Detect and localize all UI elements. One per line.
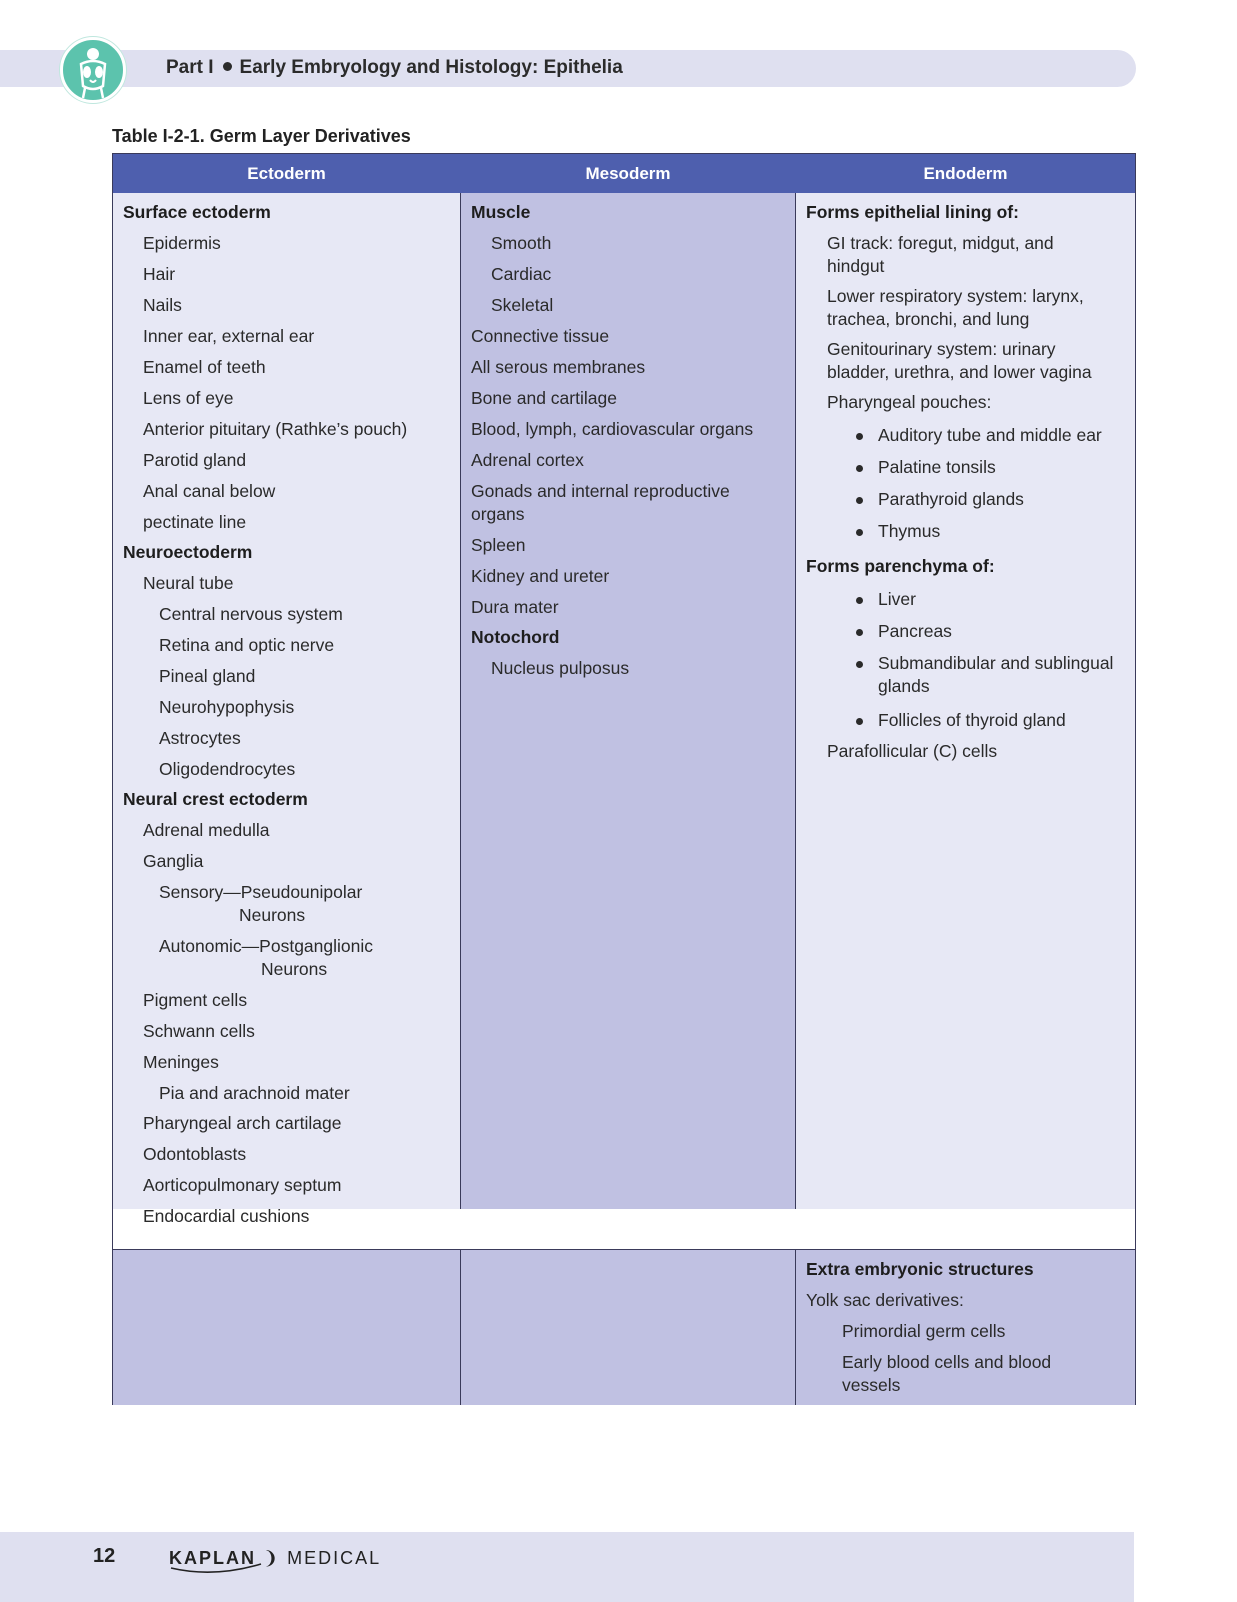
list-item: Parafollicular (C) cells [827,741,998,761]
list-item: Oligodendrocytes [159,759,296,779]
list-item: Lower respiratory system: larynx, trachea, bronchi, and lung [827,285,1127,331]
list-item: Pineal gland [159,666,256,686]
table-caption: Table I-2-1. Germ Layer Derivatives [112,126,411,146]
list-item: Autonomic—Postganglionic Neurons [159,935,452,981]
list-item-continuation: bladder, urethra, and lower vagina [827,362,1092,382]
section-heading: Extra embryonic structures [806,1259,1034,1279]
list-item: Bone and cartilage [471,388,617,408]
list-item: Connective tissue [471,326,610,346]
list-item: Odontoblasts [143,1144,247,1164]
list-item: Neural tube [143,573,234,593]
list-item: Nucleus pulposus [491,658,630,678]
list-item: Sensory—Pseudounipolar Neurons [159,881,452,927]
list-item: Early blood cells and blood vessels [842,1351,1127,1397]
bullet-list-item: Thymus [878,521,941,541]
brand-name: KAPLAN [169,1548,256,1568]
list-item: Ganglia [143,851,204,871]
list-item: Inner ear, external ear [143,326,315,346]
section-heading: Forms parenchyma of: [806,556,995,576]
section-heading: Neural crest ectoderm [123,789,308,809]
mesoderm-column [461,193,796,1209]
list-item: Retina and optic nerve [159,635,335,655]
list-item: Pigment cells [143,990,248,1010]
list-item-continuation: Neurons [261,959,328,979]
list-item: Astrocytes [159,728,241,748]
list-item: Epidermis [143,233,221,253]
bullet-list-item: Follicles of thyroid gland [878,710,1066,730]
list-item: Pharyngeal arch cartilage [143,1113,342,1133]
list-item: pectinate line [143,512,247,532]
list-item: Nails [143,295,182,315]
list-item-continuation: Neurons [239,905,306,925]
list-item: Enamel of teeth [143,357,266,377]
chapter-title: Early Embryology and Histology: Epithelia [239,57,623,78]
bullet-list-item: Auditory tube and middle ear [878,425,1102,445]
list-item: Spleen [471,535,526,555]
bullet-list-item: Parathyroid glands [878,489,1024,509]
page-number: 12 [93,1545,116,1567]
table-header-row [113,154,1135,194]
list-item: Genitourinary system: urinary bladder, urethra, and lower vagina [827,338,1127,384]
header-mesoderm: Mesoderm [585,164,671,183]
bullet-dot-icon [223,62,232,71]
list-item: Gonads and internal reproductive organs [471,480,787,526]
brand-suffix: MEDICAL [287,1548,382,1568]
germ-layer-table [112,153,1136,1405]
list-item: Neurohypophysis [159,697,295,717]
list-item: Lens of eye [143,388,234,408]
list-item: Adrenal cortex [471,450,584,470]
page-header-title [166,57,623,79]
list-item-continuation: glands [878,676,930,696]
list-item: Dura mater [471,597,559,617]
list-item: Smooth [491,233,552,253]
list-item: Primordial germ cells [842,1321,1006,1341]
section-heading: Notochord [471,627,560,647]
section-heading: Neuroectoderm [123,542,253,562]
endoderm-column [796,193,1135,1209]
list-item: Aorticopulmonary septum [143,1175,342,1195]
section-heading: Surface ectoderm [123,202,271,222]
footer-cell-ectoderm [113,1249,461,1405]
list-item: Schwann cells [143,1021,255,1041]
list-item: Central nervous system [159,604,343,624]
list-item: All serous membranes [471,357,646,377]
list-item: Skeletal [491,295,554,315]
list-item: Adrenal medulla [143,820,270,840]
bullet-list-item: Pancreas [878,621,952,641]
list-item: GI track: foregut, midgut, and hindgut [827,232,1127,278]
list-item: Cardiac [491,264,552,284]
bullet-list-item: Liver [878,589,916,609]
extra-embryonic-cell [796,1249,1135,1405]
list-item: Endocardial cushions [143,1206,310,1226]
list-item: Pia and arachnoid mater [159,1083,350,1103]
footer-cell-mesoderm [461,1249,796,1405]
list-item: Parotid gland [143,450,247,470]
list-item: Pharyngeal pouches: [827,392,992,412]
header-endoderm: Endoderm [923,164,1008,183]
header-ectoderm: Ectoderm [247,164,326,183]
list-item: Kidney and ureter [471,566,610,586]
publisher-logo [169,1548,381,1569]
section-heading: Muscle [471,202,531,222]
brand-swoosh-icon [169,1562,264,1576]
bullet-list-item: Submandibular and sublingual glands [878,652,1127,698]
person-organs-logo-icon [60,37,126,103]
list-item-continuation: vessels [842,1375,901,1395]
list-item-continuation: organs [471,504,525,524]
list-item: Anterior pituitary (Rathke’s pouch) [143,419,408,439]
list-item: Hair [143,264,176,284]
section-heading: Forms epithelial lining of: [806,202,1019,222]
bullet-list-item: Palatine tonsils [878,457,996,477]
list-item: Meninges [143,1052,219,1072]
list-item-continuation: hindgut [827,256,885,276]
list-item: Blood, lymph, cardiovascular organs [471,419,754,439]
list-item: Anal canal below [143,481,276,501]
part-label: Part I [166,57,214,78]
ectoderm-column [113,193,461,1226]
brand-arc-icon: ❩ [263,1548,281,1568]
list-item-continuation: trachea, bronchi, and lung [827,309,1030,329]
list-item: Yolk sac derivatives: [806,1290,964,1310]
